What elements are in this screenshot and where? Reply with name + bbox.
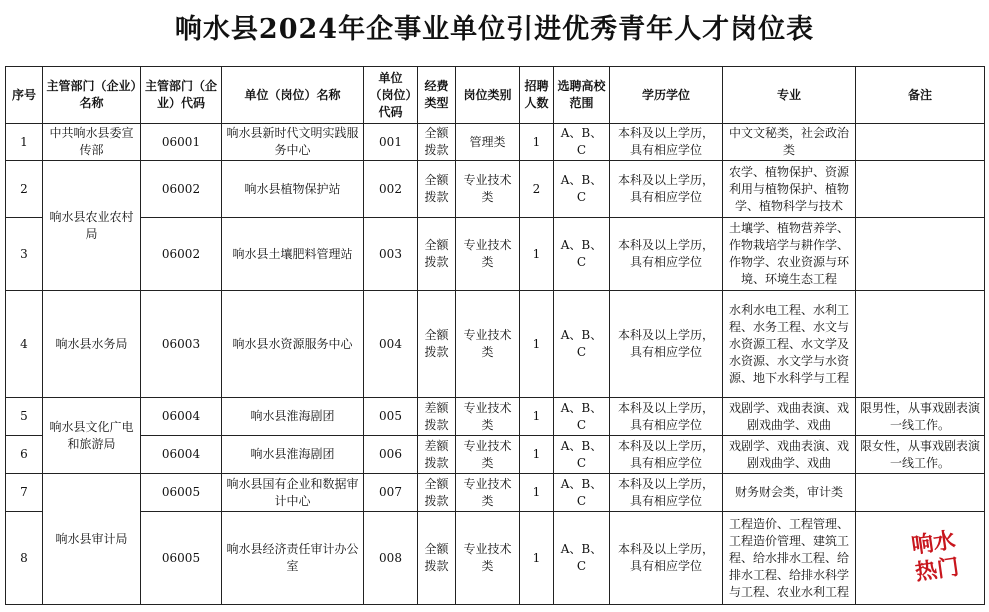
cell-unit-code: 004 <box>364 291 418 398</box>
cell-unit-code: 007 <box>364 474 418 512</box>
cell-count: 1 <box>520 474 554 512</box>
cell-unit-code: 001 <box>364 124 418 161</box>
cell-remark <box>856 124 985 161</box>
cell-remark <box>856 218 985 291</box>
cell-degree: 本科及以上学历，具有相应学位 <box>610 436 723 474</box>
cell-remark: 限女性，从事戏剧表演一线工作。 <box>856 436 985 474</box>
cell-post-type: 专业技术类 <box>456 161 520 218</box>
cell-school-range: A、B、C <box>554 474 610 512</box>
cell-count: 1 <box>520 124 554 161</box>
cell-major: 戏剧学、戏曲表演、戏剧戏曲学、戏曲 <box>723 436 856 474</box>
cell-funding: 差额拨款 <box>418 436 456 474</box>
cell-major: 工程造价、工程管理、工程造价管理、建筑工程、给水排水工程、给排水工程、给排水科学与工程、农业水利工程 <box>723 512 856 605</box>
cell-degree: 本科及以上学历，具有相应学位 <box>610 512 723 605</box>
cell-seq: 7 <box>6 474 43 512</box>
cell-funding: 全额拨款 <box>418 474 456 512</box>
cell-funding: 全额拨款 <box>418 161 456 218</box>
cell-seq: 4 <box>6 291 43 398</box>
cell-funding: 差额拨款 <box>418 398 456 436</box>
cell-dept: 响水县审计局 <box>43 474 141 605</box>
cell-seq: 6 <box>6 436 43 474</box>
job-table <box>5 66 985 605</box>
header-degree: 学历学位 <box>610 67 723 124</box>
table-row <box>6 124 985 161</box>
cell-dept-code: 06005 <box>141 512 222 605</box>
cell-degree: 本科及以上学历，具有相应学位 <box>610 398 723 436</box>
cell-seq: 1 <box>6 124 43 161</box>
cell-major: 财务财会类，审计类 <box>723 474 856 512</box>
cell-unit: 响水县新时代文明实践服务中心 <box>222 124 364 161</box>
cell-funding: 全额拨款 <box>418 512 456 605</box>
header-school-range: 选聘高校范围 <box>554 67 610 124</box>
table-row <box>6 291 985 398</box>
cell-unit-code: 008 <box>364 512 418 605</box>
cell-post-type: 专业技术类 <box>456 474 520 512</box>
cell-major: 土壤学、植物营养学、作物栽培学与耕作学、作物学、农业资源与环境、环境生态工程 <box>723 218 856 291</box>
cell-unit-code: 003 <box>364 218 418 291</box>
header-seq: 序号 <box>6 67 43 124</box>
header-remark: 备注 <box>856 67 985 124</box>
cell-seq: 2 <box>6 161 43 218</box>
cell-school-range: A、B、C <box>554 218 610 291</box>
cell-dept-code: 06004 <box>141 398 222 436</box>
cell-dept-code: 06005 <box>141 474 222 512</box>
header-funding: 经费类型 <box>418 67 456 124</box>
cell-dept: 响水县文化广电和旅游局 <box>43 398 141 474</box>
cell-dept-code: 06003 <box>141 291 222 398</box>
cell-post-type: 专业技术类 <box>456 218 520 291</box>
cell-degree: 本科及以上学历，具有相应学位 <box>610 161 723 218</box>
header-post-type: 岗位类别 <box>456 67 520 124</box>
cell-unit-code: 006 <box>364 436 418 474</box>
cell-degree: 本科及以上学历，具有相应学位 <box>610 474 723 512</box>
table-row <box>6 398 985 436</box>
cell-school-range: A、B、C <box>554 436 610 474</box>
cell-funding: 全额拨款 <box>418 291 456 398</box>
header-dept-code: 主管部门（企业）代码 <box>141 67 222 124</box>
cell-school-range: A、B、C <box>554 161 610 218</box>
cell-remark <box>856 474 985 512</box>
header-unit-code: 单位（岗位）代码 <box>364 67 418 124</box>
table-row <box>6 161 985 218</box>
cell-unit: 响水县淮海剧团 <box>222 398 364 436</box>
cell-dept: 响水县农业农村局 <box>43 161 141 291</box>
cell-seq: 8 <box>6 512 43 605</box>
cell-major: 戏剧学、戏曲表演、戏剧戏曲学、戏曲 <box>723 398 856 436</box>
cell-dept: 响水县水务局 <box>43 291 141 398</box>
cell-school-range: A、B、C <box>554 291 610 398</box>
header-row <box>6 67 985 124</box>
cell-dept-code: 06002 <box>141 218 222 291</box>
cell-unit-code: 002 <box>364 161 418 218</box>
cell-post-type: 专业技术类 <box>456 291 520 398</box>
cell-remark: 限男性，从事戏剧表演一线工作。 <box>856 398 985 436</box>
table-row <box>6 474 985 512</box>
cell-seq: 5 <box>6 398 43 436</box>
table-row <box>6 512 985 605</box>
cell-degree: 本科及以上学历，具有相应学位 <box>610 218 723 291</box>
cell-unit: 响水县淮海剧团 <box>222 436 364 474</box>
page-title: 响水县2024年企事业单位引进优秀青年人才岗位表 <box>174 14 815 45</box>
cell-unit: 响水县国有企业和数据审计中心 <box>222 474 364 512</box>
cell-unit-code: 005 <box>364 398 418 436</box>
cell-dept: 中共响水县委宣传部 <box>43 124 141 161</box>
cell-unit: 响水县经济责任审计办公室 <box>222 512 364 605</box>
cell-count: 1 <box>520 436 554 474</box>
cell-major: 中文文秘类，社会政治类 <box>723 124 856 161</box>
cell-school-range: A、B、C <box>554 512 610 605</box>
cell-funding: 全额拨款 <box>418 124 456 161</box>
header-unit: 单位（岗位）名称 <box>222 67 364 124</box>
cell-count: 1 <box>520 512 554 605</box>
cell-count: 1 <box>520 218 554 291</box>
watermark-line1: 响水 <box>910 528 958 560</box>
table-row <box>6 436 985 474</box>
cell-major: 农学、植物保护、资源利用与植物保护、植物学、植物科学与技术 <box>723 161 856 218</box>
cell-dept-code: 06004 <box>141 436 222 474</box>
cell-seq: 3 <box>6 218 43 291</box>
cell-unit: 响水县植物保护站 <box>222 161 364 218</box>
cell-post-type: 管理类 <box>456 124 520 161</box>
cell-major: 水利水电工程、水利工程、水务工程、水文与水资源工程、水文学及水资源、水文学与水资源、地下水科学与工程 <box>723 291 856 398</box>
cell-remark <box>856 161 985 218</box>
cell-count: 1 <box>520 291 554 398</box>
cell-remark <box>856 291 985 398</box>
cell-degree: 本科及以上学历，具有相应学位 <box>610 124 723 161</box>
cell-funding: 全额拨款 <box>418 218 456 291</box>
cell-unit: 响水县水资源服务中心 <box>222 291 364 398</box>
watermark-line2: 热门 <box>913 554 961 586</box>
cell-degree: 本科及以上学历，具有相应学位 <box>610 291 723 398</box>
watermark-logo <box>894 520 975 588</box>
cell-dept-code: 06002 <box>141 161 222 218</box>
header-count: 招聘人数 <box>520 67 554 124</box>
cell-count: 2 <box>520 161 554 218</box>
header-dept: 主管部门（企业）名称 <box>43 67 141 124</box>
cell-unit: 响水县土壤肥料管理站 <box>222 218 364 291</box>
cell-post-type: 专业技术类 <box>456 436 520 474</box>
cell-dept-code: 06001 <box>141 124 222 161</box>
cell-post-type: 专业技术类 <box>456 398 520 436</box>
cell-post-type: 专业技术类 <box>456 512 520 605</box>
cell-school-range: A、B、C <box>554 398 610 436</box>
table-row <box>6 218 985 291</box>
header-major: 专业 <box>723 67 856 124</box>
cell-school-range: A、B、C <box>554 124 610 161</box>
cell-count: 1 <box>520 398 554 436</box>
